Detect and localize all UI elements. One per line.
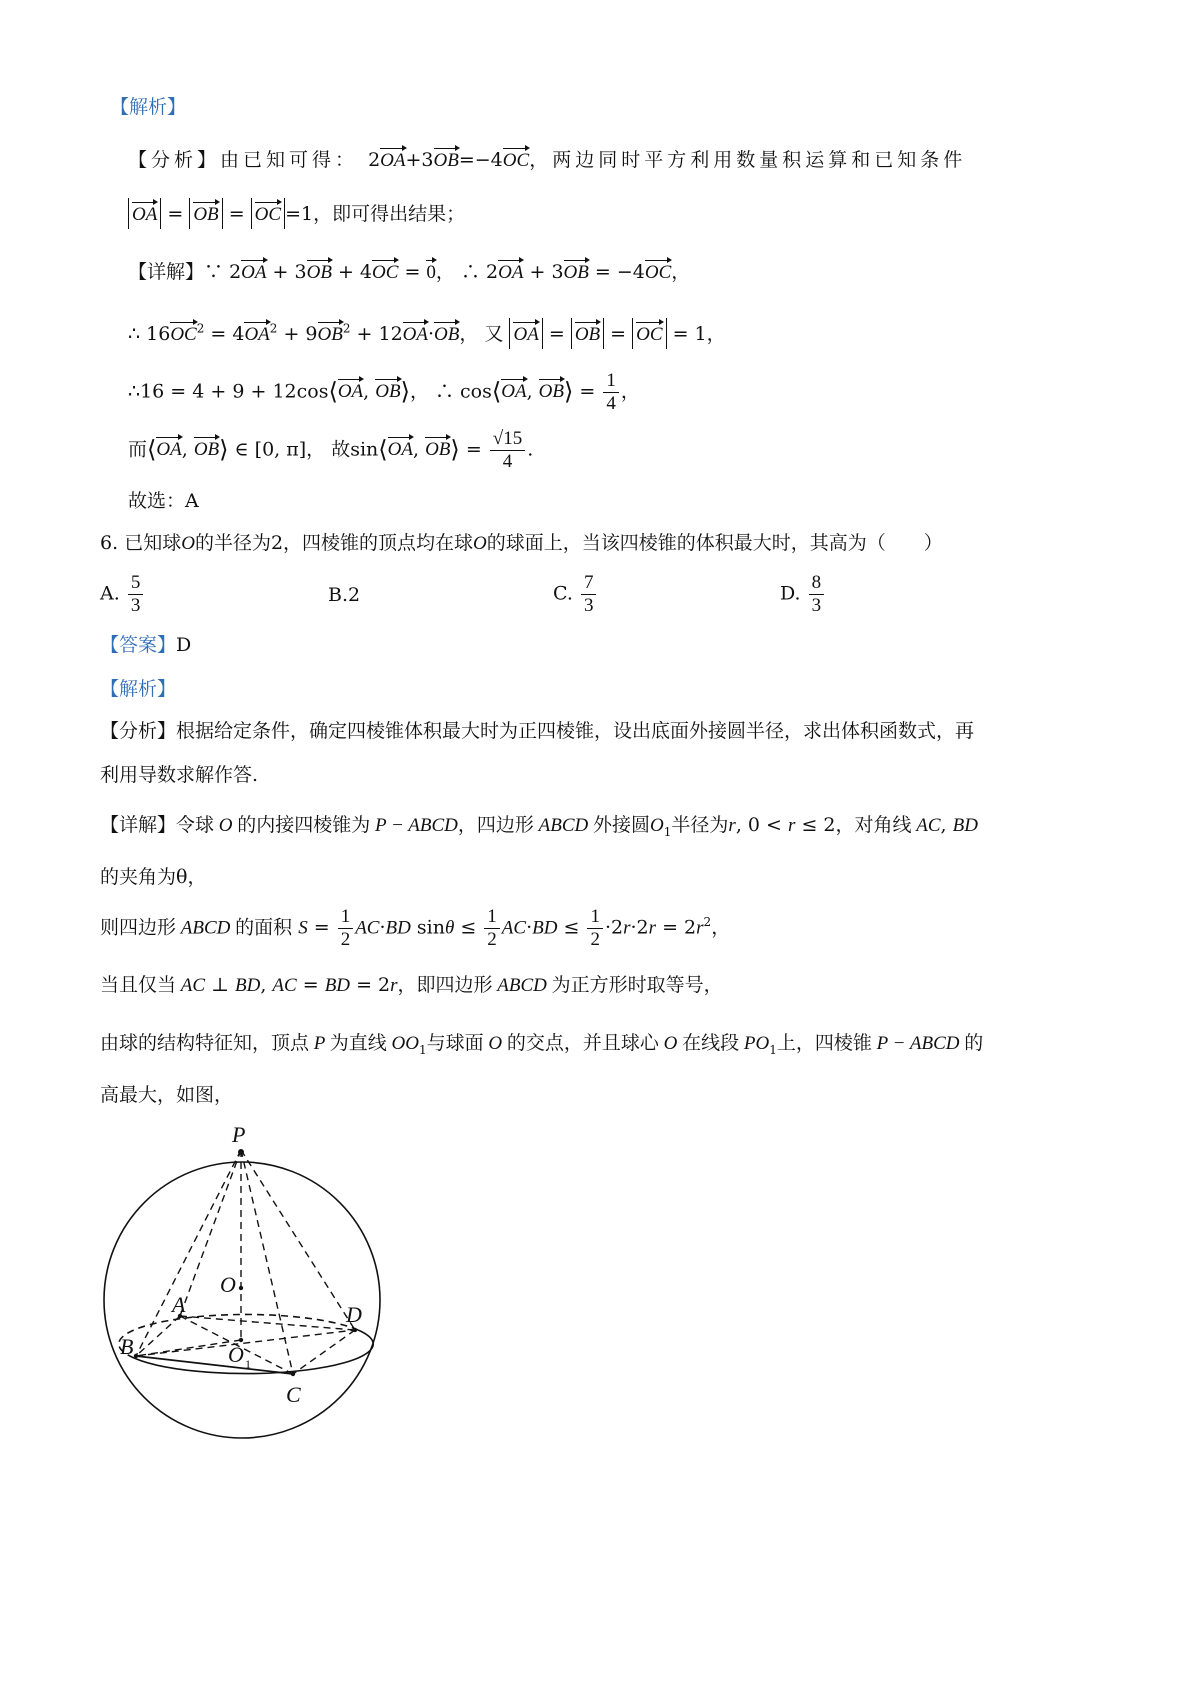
detail-1-line-3: ∴16 = 4 + 9 + 12cos⟨OA, OB⟩， ∴ cos⟨OA, OB⟩ = $\frac{1}{4}$ ， — [128, 370, 640, 414]
analysis-2-line-2: 利用导数求解作答. — [100, 764, 259, 786]
section-header-jiexi-1: 【解析】 — [110, 96, 187, 118]
detail-2-line-2: 的夹角为θ， — [100, 866, 207, 888]
detail-2-line-1: 【详解】令球 O 的内接四棱锥为 P − ABCD，四边形 ABCD 外接圆$O_1$半径为r, 0 < r ≤ 2，对角线 AC, BD — [100, 814, 978, 839]
point-d — [353, 1328, 357, 1332]
detail-1-choice: 故选：A — [128, 490, 199, 512]
option-d[interactable]: D. $\frac{8}{3}$ — [780, 572, 826, 617]
question-6-stem: 6. 已知球O的半径为2，四棱锥的顶点均在球O的球面上，当该四棱锥的体积最大时，其高为（ ） — [100, 532, 943, 554]
base-circle-front — [134, 1330, 373, 1374]
label-d: D — [346, 1302, 362, 1327]
analysis-1-line-1: 【分析】由已知可得： 2OA+3OB=−4OC，两边同时平方利用数量积运算和已知条件 — [128, 146, 966, 173]
detail-2-line-5: 由球的结构特征知，顶点 P 为直线 $OO_1$与球面 O 的交点，并且球心 O 在线段 $PO_1$上，四棱锥 P − ABCD 的 — [100, 1032, 984, 1057]
detail-2-line-6: 高最大，如图， — [100, 1084, 234, 1106]
detail-1-line-1: 【详解】∵ 2OA + 3OB + 4OC = 0， ∴ 2OA + 3OB = −4OC， — [128, 258, 690, 285]
edge-ad — [180, 1316, 355, 1330]
point-b — [134, 1354, 138, 1358]
option-c[interactable]: C. $\frac{7}{3}$ — [553, 572, 598, 617]
sphere-pyramid-diagram — [100, 1122, 400, 1442]
edge-pb — [136, 1150, 241, 1356]
option-b[interactable]: B.2 — [328, 584, 361, 606]
label-p: P — [232, 1122, 246, 1147]
detail-1-line-2: ∴ $16OC^2 = 4OA^2 + 9OB^2 + 12OA\cdot OB$， 又 OA = OB = OC = 1， — [128, 318, 726, 349]
edge-pc — [241, 1150, 293, 1374]
detail-2-line-3: 则四边形 ABCD 的面积 S = $\frac{1}{2}$ AC·BD sinθ ≤ $\frac{1}{2}$ AC·BD ≤ $\frac{1}{2}$ $\cdot 2r\cdot 2r = 2r^2$， — [100, 906, 731, 950]
edge-pd — [241, 1150, 355, 1330]
analysis-1-line-2: OA = OB = OC =1，即可得出结果； — [128, 198, 465, 229]
label-b: B — [120, 1334, 134, 1359]
point-o — [239, 1286, 243, 1290]
label-a: A — [172, 1292, 186, 1317]
edge-ab — [136, 1316, 180, 1356]
answer-6: 【答案】D — [100, 634, 192, 656]
diagonal-bd — [136, 1330, 355, 1356]
point-p — [238, 1149, 244, 1155]
analysis-2-line-1: 【分析】根据给定条件，确定四棱锥体积最大时为正四棱锥，设出底面外接圆半径，求出体积函数式，再 — [100, 720, 975, 742]
detail-2-line-4: 当且仅当 AC ⊥ BD, AC = BD = 2r，即四边形 ABCD 为正方形时取等号， — [100, 974, 723, 996]
label-o: O — [220, 1272, 236, 1297]
detail-1-line-4: 而⟨OA, OB⟩ ∈ [0, π]， 故sin⟨OA, OB⟩ = $\frac{√15}{4}$ . — [128, 428, 534, 472]
sphere-outline — [104, 1162, 380, 1438]
option-a[interactable]: A. $\frac{5}{3}$ — [100, 572, 145, 617]
point-c — [291, 1372, 295, 1376]
section-header-jiexi-2: 【解析】 — [100, 678, 177, 700]
question-6-options — [100, 568, 1100, 628]
label-c: C — [286, 1382, 301, 1407]
formula-2oa-3ob: 2OA+3OB=−4OC — [368, 149, 529, 171]
label-o1-subscript: 1 — [245, 1357, 251, 1371]
label-o1: O — [228, 1342, 244, 1367]
